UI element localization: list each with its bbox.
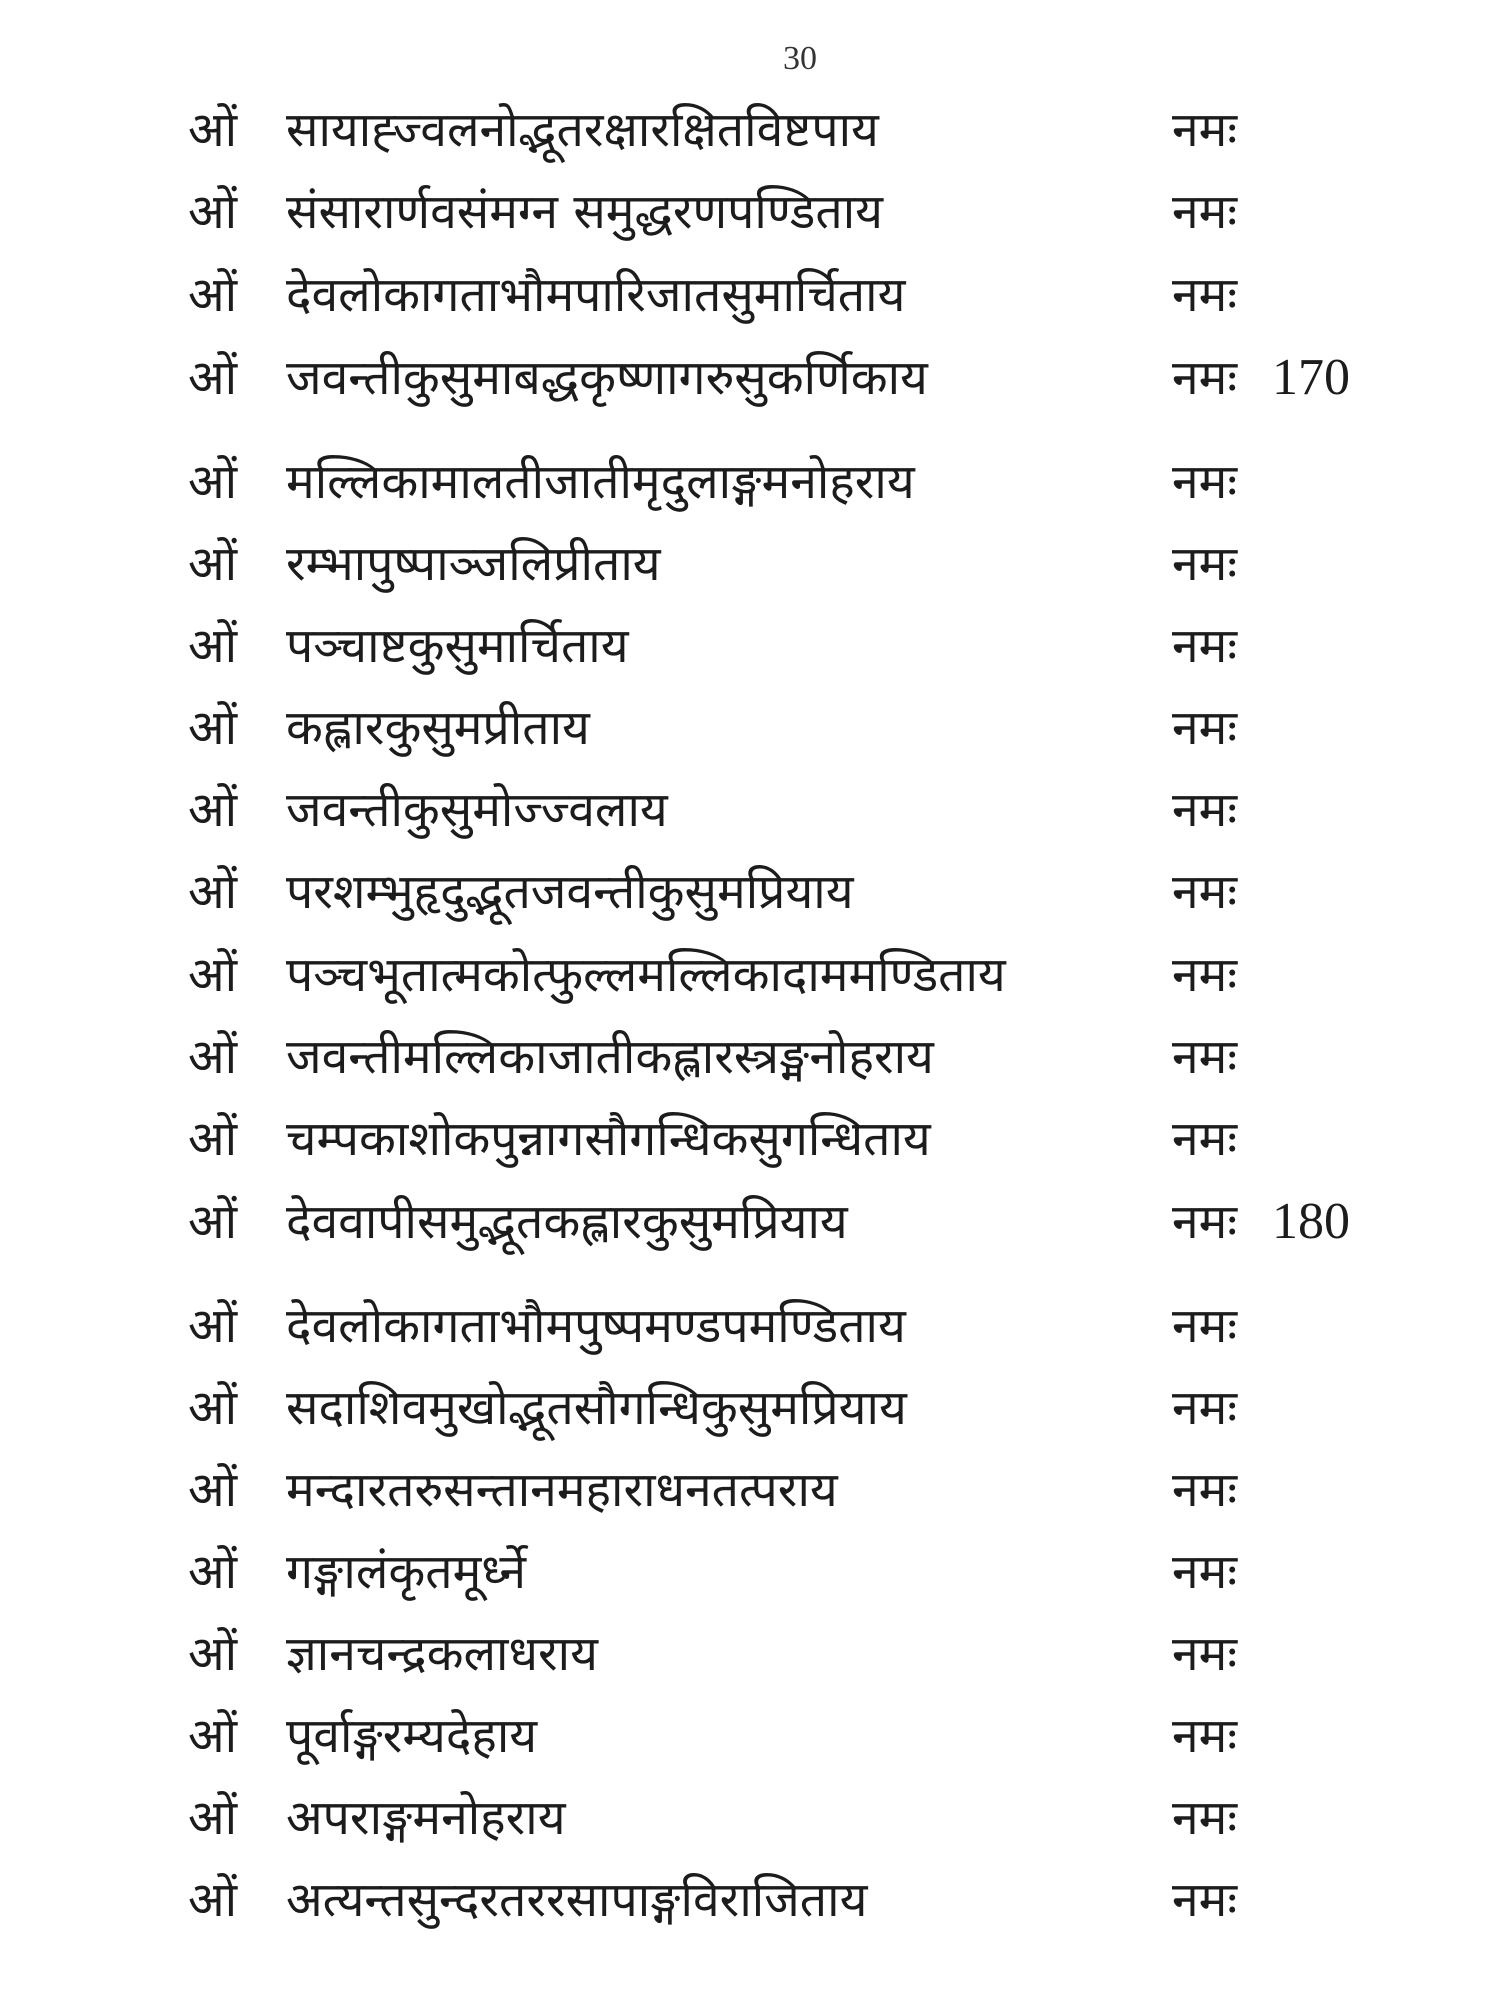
mantra-name: मन्दारतरुसन्तानमहाराधनतत्पराय	[286, 1462, 838, 1518]
mantra-row	[0, 255, 1500, 335]
namah-word: नमः	[1172, 454, 1238, 510]
mantra-name: जवन्तीकुसुमोज्ज्वलाय	[286, 782, 668, 838]
om-syllable: ओं	[188, 1194, 238, 1250]
mantra-name: देववापीसमुद्भूतकह्लारकुसुमप्रियाय	[286, 1194, 848, 1250]
om-syllable: ओं	[188, 864, 238, 920]
mantra-name: संसारार्णवसंमग्न समुद्धरणपण्डिताय	[286, 184, 883, 240]
namah-word: नमः	[1172, 864, 1238, 920]
om-syllable: ओं	[188, 536, 238, 592]
namah-word: नमः	[1172, 1380, 1238, 1436]
mantra-row	[0, 1778, 1500, 1858]
mantra-row	[0, 770, 1500, 850]
om-syllable: ओं	[188, 1872, 238, 1928]
namah-word: नमः	[1172, 184, 1238, 240]
namah-word: नमः	[1172, 1872, 1238, 1928]
mantra-row	[0, 688, 1500, 768]
mantra-name: सदाशिवमुखोद्भूतसौगन्धिकुसुमप्रियाय	[286, 1380, 907, 1436]
mantra-name: चम्पकाशोकपुन्नागसौगन्धिकसुगन्धिताय	[286, 1111, 931, 1167]
mantra-name: मल्लिकामालतीजातीमृदुलाङ्गमनोहराय	[286, 454, 915, 510]
namah-word: नमः	[1172, 102, 1238, 158]
mantra-name: जवन्तीमल्लिकाजातीकह्लारस्त्रङ्मनोहराय	[286, 1029, 934, 1085]
mantra-row	[0, 90, 1500, 170]
namah-word: नमः	[1172, 267, 1238, 323]
mantra-row	[0, 606, 1500, 686]
mantra-name: गङ्गालंकृतमूर्ध्ने	[286, 1544, 527, 1600]
mantra-name: अपराङ्गमनोहराय	[286, 1790, 566, 1846]
mantra-count: 180	[1272, 1193, 1350, 1250]
om-syllable: ओं	[188, 1380, 238, 1436]
mantra-row	[0, 1286, 1500, 1366]
mantra-name: अत्यन्तसुन्दरतररसापाङ्गविराजिताय	[286, 1872, 868, 1928]
mantra-name: जवन्तीकुसुमाबद्धकृष्णागरुसुकर्णिकाय	[286, 350, 928, 406]
mantra-name: परशम्भुहृदुद्भूतजवन्तीकुसुमप्रियाय	[286, 864, 854, 920]
mantra-row	[0, 852, 1500, 932]
mantra-row	[0, 1368, 1500, 1448]
namah-word: नमः	[1172, 1029, 1238, 1085]
om-syllable: ओं	[188, 1029, 238, 1085]
mantra-name: देवलोकागताभौमपुष्पमण्डपमण्डिताय	[286, 1298, 906, 1354]
om-syllable: ओं	[188, 1544, 238, 1600]
mantra-row	[0, 1450, 1500, 1530]
page-number: 30	[783, 40, 817, 77]
om-syllable: ओं	[188, 1462, 238, 1518]
mantra-name: ज्ञानचन्द्रकलाधराय	[286, 1626, 598, 1682]
namah-word: नमः	[1172, 782, 1238, 838]
om-syllable: ओं	[188, 1708, 238, 1764]
om-syllable: ओं	[188, 350, 238, 406]
mantra-row	[0, 1099, 1500, 1179]
namah-word: नमः	[1172, 947, 1238, 1003]
mantra-name: कह्लारकुसुमप्रीताय	[286, 700, 590, 756]
mantra-row	[0, 1017, 1500, 1097]
mantra-row	[0, 524, 1500, 604]
mantra-row	[0, 442, 1500, 522]
namah-word: नमः	[1172, 700, 1238, 756]
namah-word: नमः	[1172, 1298, 1238, 1354]
mantra-name: पञ्चभूतात्मकोत्फुल्लमल्लिकादाममण्डिताय	[286, 947, 1006, 1003]
namah-word: नमः	[1172, 1194, 1238, 1250]
namah-word: नमः	[1172, 1708, 1238, 1764]
mantra-count: 170	[1272, 349, 1350, 406]
mantra-row	[0, 1860, 1500, 1940]
om-syllable: ओं	[188, 1626, 238, 1682]
namah-word: नमः	[1172, 1462, 1238, 1518]
namah-word: नमः	[1172, 1544, 1238, 1600]
om-syllable: ओं	[188, 267, 238, 323]
mantra-row	[0, 172, 1500, 252]
namah-word: नमः	[1172, 350, 1238, 406]
om-syllable: ओं	[188, 947, 238, 1003]
mantra-row	[0, 338, 1500, 418]
mantra-name: सायाह्ज्वलनोद्भूतरक्षारक्षितविष्टपाय	[286, 102, 879, 158]
namah-word: नमः	[1172, 1111, 1238, 1167]
om-syllable: ओं	[188, 184, 238, 240]
namah-word: नमः	[1172, 618, 1238, 674]
namah-word: नमः	[1172, 1626, 1238, 1682]
namah-word: नमः	[1172, 1790, 1238, 1846]
om-syllable: ओं	[188, 454, 238, 510]
om-syllable: ओं	[188, 102, 238, 158]
namah-word: नमः	[1172, 536, 1238, 592]
om-syllable: ओं	[188, 1111, 238, 1167]
om-syllable: ओं	[188, 618, 238, 674]
mantra-row	[0, 1182, 1500, 1262]
mantra-row	[0, 1532, 1500, 1612]
om-syllable: ओं	[188, 700, 238, 756]
mantra-name: देवलोकागताभौमपारिजातसुमार्चिताय	[286, 267, 906, 323]
om-syllable: ओं	[188, 1790, 238, 1846]
mantra-name: पञ्चाष्टकुसुमार्चिताय	[286, 618, 629, 674]
mantra-row	[0, 1696, 1500, 1776]
mantra-name: रम्भापुष्पाञ्जलिप्रीताय	[286, 536, 661, 592]
om-syllable: ओं	[188, 1298, 238, 1354]
om-syllable: ओं	[188, 782, 238, 838]
mantra-row	[0, 935, 1500, 1015]
mantra-name: पूर्वाङ्गरम्यदेहाय	[286, 1708, 538, 1764]
mantra-row	[0, 1614, 1500, 1694]
